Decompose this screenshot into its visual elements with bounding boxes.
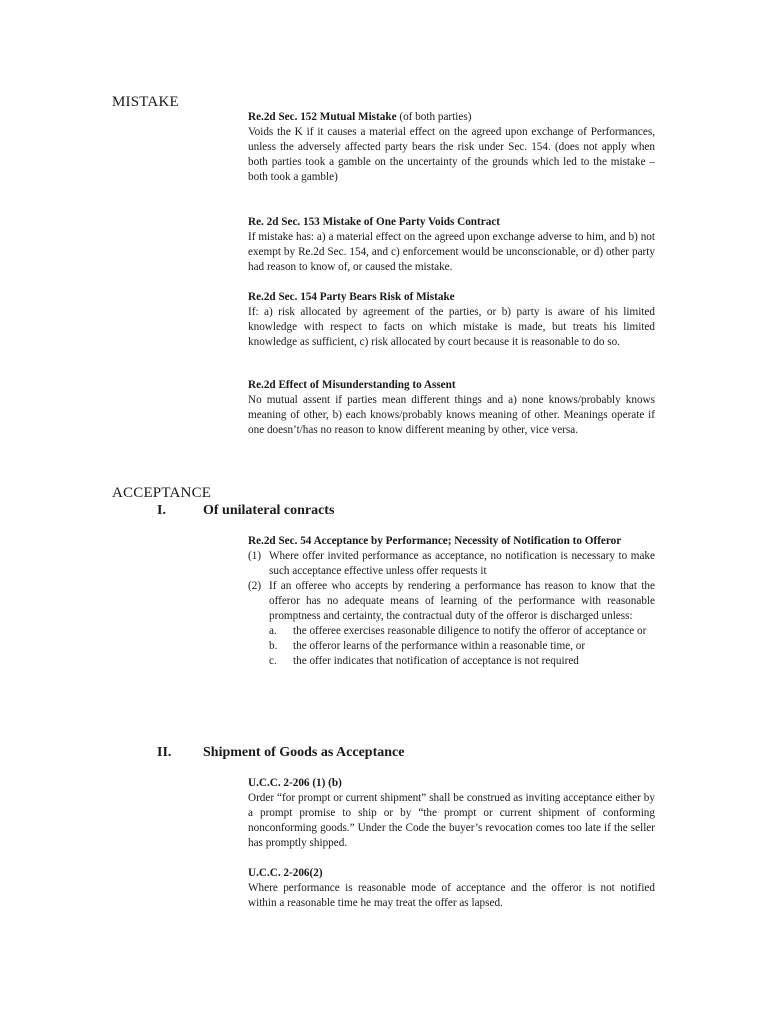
section-title: Re.2d Sec. 154 Party Bears Risk of Mistake [248,291,455,303]
list-item [248,639,655,654]
section-body: Order “for prompt or current shipment” shall be construed as inviting acceptance either by a prompt promise to ship or by “the prompt or current shipment of conforming nonconforming goods.” Under the Code the buyer’s revocation comes too late if the seller has promptly shipped. [248,792,655,849]
section-title: Re. 2d Sec. 153 Mistake of One Party Voids Contract [248,216,501,228]
section-54 [248,534,655,669]
section-153 [248,215,655,275]
section-title: U.C.C. 2-206(2) [248,867,323,879]
section-body: Voids the K if it causes a material effect on the agreed upon exchange of Performances, unless the adversely affected party bears the risk under Sec. 154. (does not apply when both parties took a gamble on the uncertainty of the grounds which led to the mistake – both took a gamble) [248,126,655,183]
list-marker: b. [269,640,278,652]
part-numeral: II. [157,745,172,760]
numbered-list [248,549,655,669]
section-body: If mistake has: a) a material effect on the agreed upon exchange adverse to him, and b) not exempt by Re.2d Sec. 154, and c) enforcement would be unconscionable, or d) other party had reason to know of, or caused the mistake. [248,231,655,273]
list-marker: c. [269,655,277,667]
section-body: Where performance is reasonable mode of acceptance and the offeror is not notified within a reasonable time he may treat the offer as lapsed. [248,882,655,909]
section-title: Re.2d Sec. 152 Mutual Mistake [248,111,397,123]
acceptance-heading: ACCEPTANCE [112,485,212,501]
section-title: U.C.C. 2-206 (1) (b) [248,777,342,789]
list-item-text: the offeror learns of the performance within a reasonable time, or [293,640,586,652]
list-item [248,549,655,579]
section-154 [248,290,655,350]
list-item-text: the offeree exercises reasonable diligence to notify the offeror of acceptance or [293,625,647,637]
list-marker: (2) [248,580,262,592]
part-numeral: I. [157,503,166,518]
part-title: Of unilateral conracts [203,503,335,518]
part-1-heading [157,503,334,519]
list-marker: (1) [248,550,262,562]
list-item-text: the offer indicates that notification of acceptance is not required [293,655,579,667]
section-misunderstanding [248,378,655,438]
mistake-heading: MISTAKE [112,94,179,110]
section-ucc-2-206-1b [248,776,655,851]
section-152-title-line [248,110,655,125]
list-item-text: If an offeree who accepts by rendering a performance has reason to know that the offeror has no adequate means of learning of the performance with reasonable promptness and certainty, the contractual duty of the offeror is discharged unless: [269,580,655,622]
list-marker: a. [269,625,277,637]
list-item [248,579,655,669]
section-body: No mutual assent if parties mean different things and a) none knows/probably knows meaning of other, b) each knows/probably knows meaning of other. Meanings operate if one doesn’t/has no reason to know different meaning by other, vice versa. [248,394,655,436]
section-title-suffix: (of both parties) [396,111,472,123]
section-ucc-2-206-2 [248,866,655,911]
list-item [248,654,655,669]
list-item [248,624,655,639]
lettered-list [248,624,655,669]
section-title: Re.2d Sec. 54 Acceptance by Performance; Necessity of Notification to Offeror [248,535,622,547]
section-body: If: a) risk allocated by agreement of the parties, or b) party is aware of his limited knowledge with respect to facts on which mistake is made, but treats his limited knowledge as sufficient, c) risk allocated by court because it is reasonable to do so. [248,306,655,348]
part-2-heading [157,745,404,761]
part-title: Shipment of Goods as Acceptance [203,745,405,760]
section-152 [248,110,655,185]
section-title: Re.2d Effect of Misunderstanding to Assent [248,379,456,391]
list-item-text: Where offer invited performance as acceptance, no notification is necessary to make such acceptance effective unless offer requests it [269,550,655,577]
